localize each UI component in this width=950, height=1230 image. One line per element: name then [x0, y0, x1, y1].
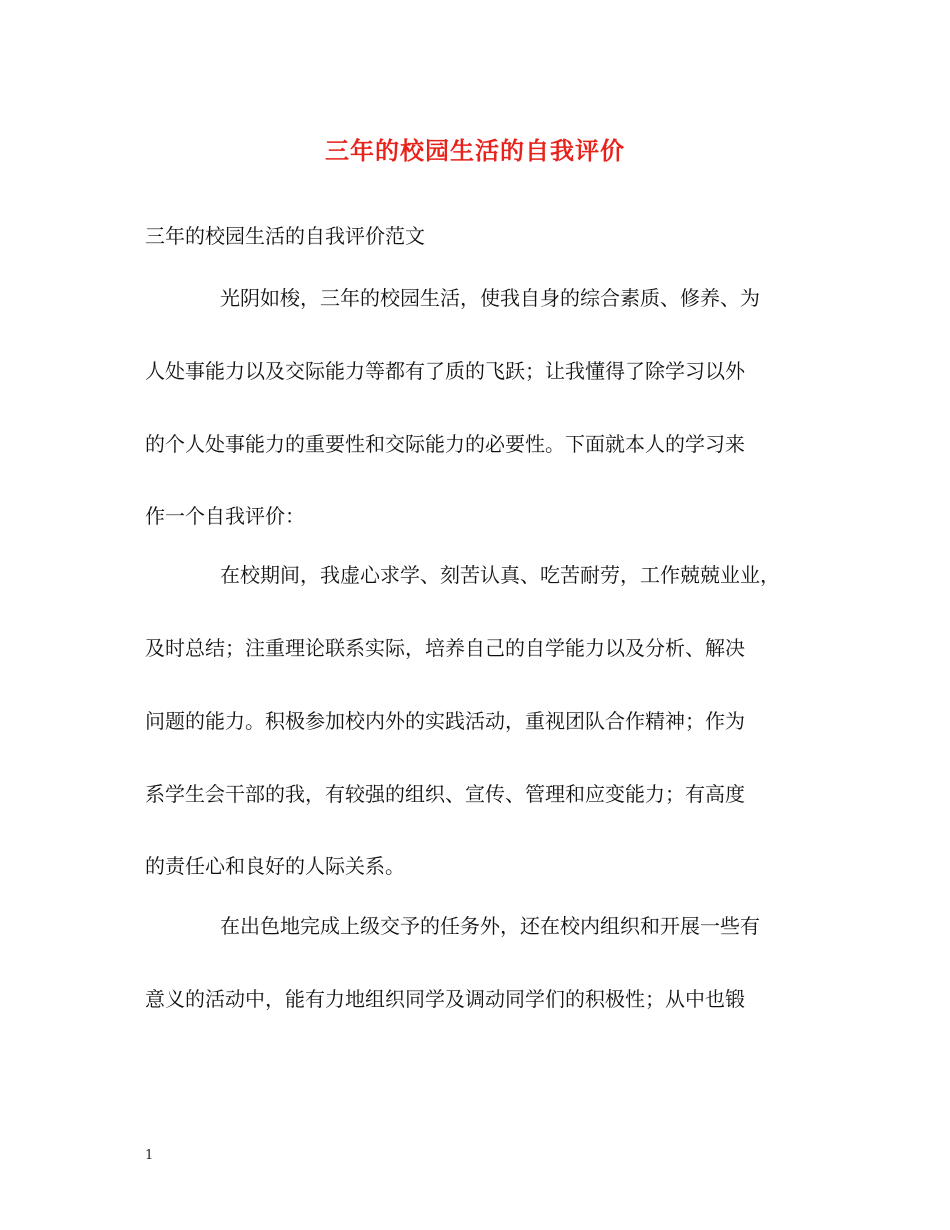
page-number: 1 [145, 1148, 154, 1163]
paragraph-1-line-1: 光阴如梭，三年的校园生活，使我自身的综合素质、修养、为 [220, 286, 760, 310]
paragraph-3-line-1: 在出色地完成上级交予的任务外，还在校内组织和开展一些有 [220, 914, 760, 938]
paragraph-1-line-3: 的个人处事能力的重要性和交际能力的必要性。下面就本人的学习来 [145, 432, 745, 456]
paragraph-1-line-4: 作一个自我评价： [145, 504, 305, 528]
paragraph-2-line-4: 系学生会干部的我，有较强的组织、宣传、管理和应变能力；有高度 [145, 782, 745, 806]
document-subtitle: 三年的校园生活的自我评价范文 [145, 224, 425, 248]
paragraph-2-line-2: 及时总结；注重理论联系实际，培养自己的自学能力以及分析、解决 [145, 636, 745, 660]
paragraph-2-line-1: 在校期间，我虚心求学、刻苦认真、吃苦耐劳，工作兢兢业业， [220, 563, 780, 587]
paragraph-2-line-3: 问题的能力。积极参加校内外的实践活动，重视团队合作精神；作为 [145, 709, 745, 733]
paragraph-1-line-2: 人处事能力以及交际能力等都有了质的飞跃；让我懂得了除学习以外 [145, 359, 745, 383]
paragraph-3-line-2: 意义的活动中，能有力地组织同学及调动同学们的积极性；从中也锻 [145, 987, 745, 1011]
paragraph-2-line-5: 的责任心和良好的人际关系。 [145, 854, 405, 878]
document-title: 三年的校园生活的自我评价 [325, 136, 625, 165]
